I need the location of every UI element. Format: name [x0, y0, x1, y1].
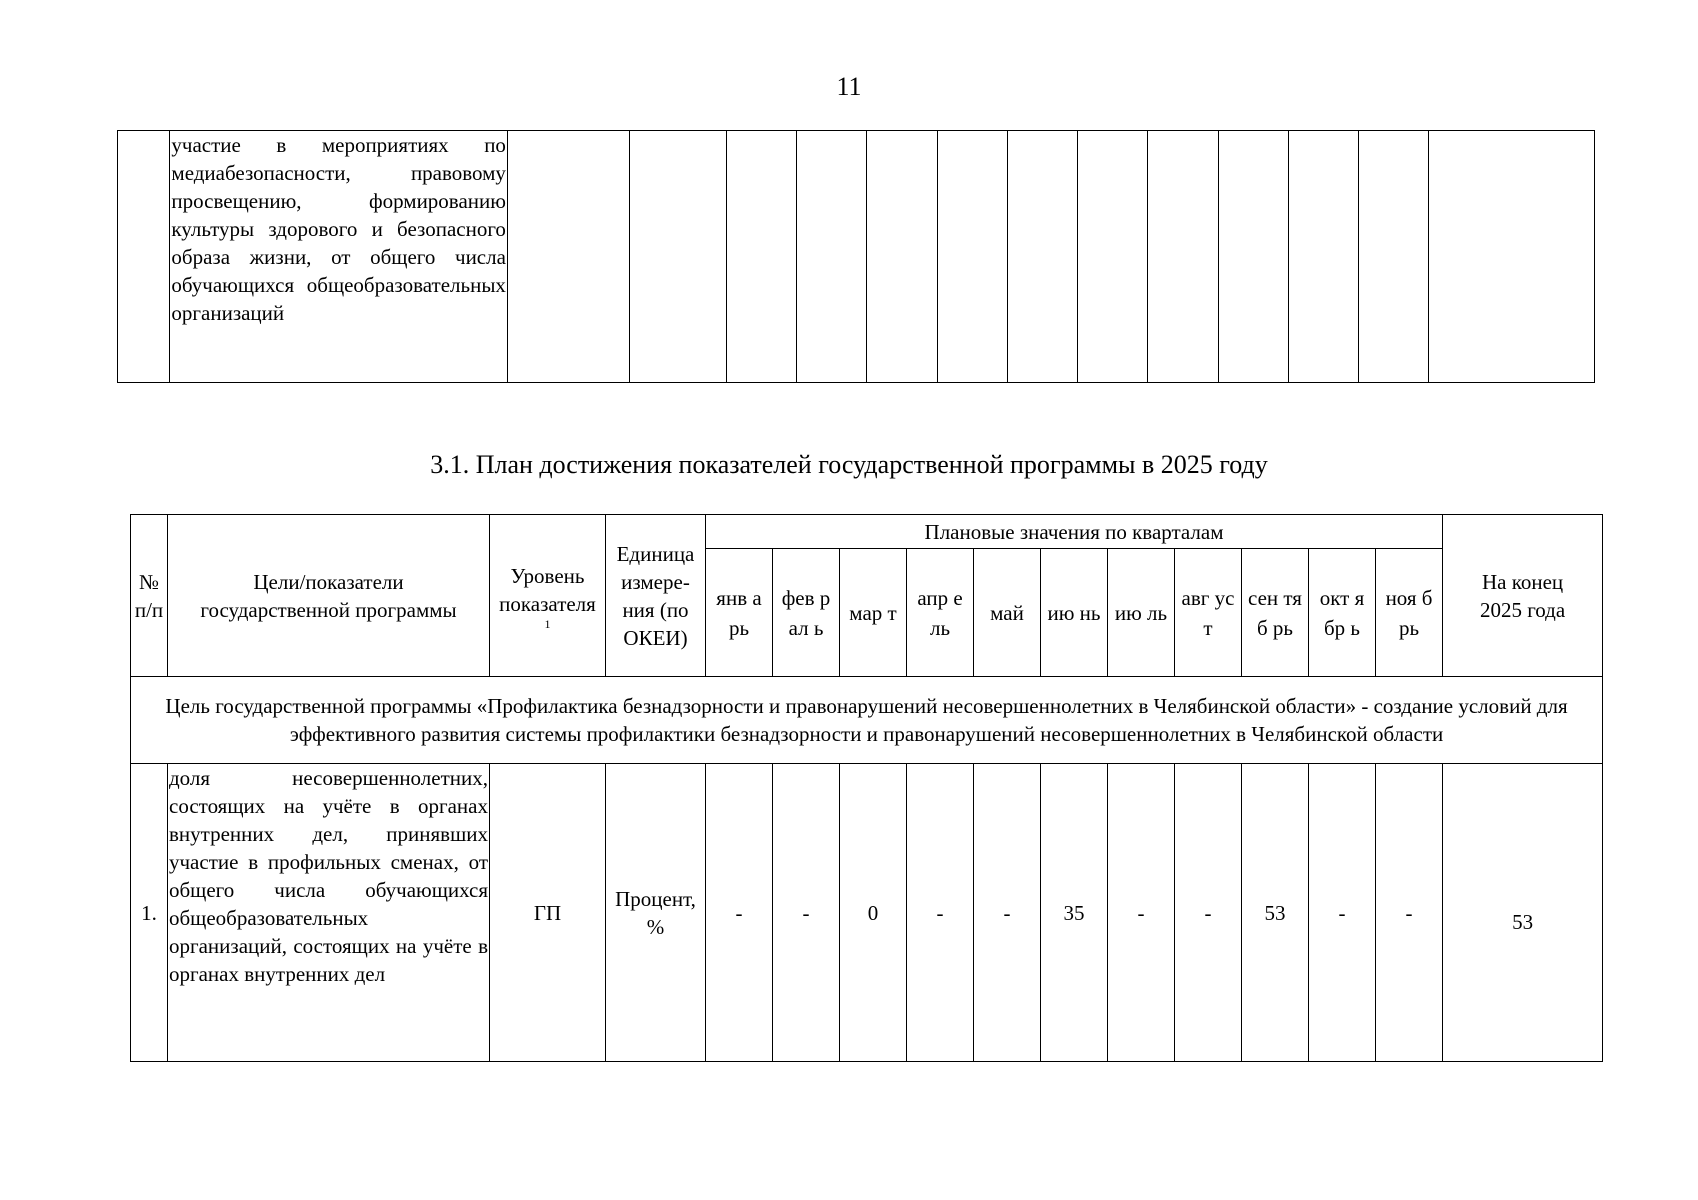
- header-month-jun: ию нь: [1041, 549, 1108, 677]
- row-value-feb: -: [773, 764, 840, 1062]
- header-month-feb: фев рал ь: [773, 549, 840, 677]
- header-month-jul: ию ль: [1108, 549, 1175, 677]
- plan-table: [130, 514, 1603, 1062]
- header-month-aug: авг уст: [1175, 549, 1242, 677]
- row-level: ГП: [490, 764, 606, 1062]
- cont-empty-cell: [1288, 131, 1358, 383]
- cont-empty-cell: [727, 131, 797, 383]
- row-value-jun: 35: [1041, 764, 1108, 1062]
- cont-indicator-text: участие в мероприятиях по медиабезопасности, правовому просвещению, формированию культуры здорового и безопасного образа жизни, от общего числа обучающихся общеобразовательных организаций: [170, 131, 508, 383]
- header-month-nov: ноя брь: [1376, 549, 1443, 677]
- continuation-row: [118, 131, 1595, 383]
- row-value-apr: -: [907, 764, 974, 1062]
- cont-empty-cell: [507, 131, 629, 383]
- table-row: [131, 764, 1603, 1062]
- header-row-group: [131, 515, 1603, 549]
- cont-empty-cell: [1218, 131, 1288, 383]
- cont-num-cell: [118, 131, 170, 383]
- row-indicator: доля несовершеннолетних, состоящих на учёте в органах внутренних дел, принявших участие в профильных сменах, от общего числа обучающихся общеобразовательных организаций, состоящих на учёте в органах внутренних дел: [168, 764, 490, 1062]
- header-num: № п/п: [131, 515, 168, 677]
- section-title: 3.1. План достижения показателей государственной программы в 2025 году: [430, 450, 1268, 479]
- cont-empty-cell: [1358, 131, 1428, 383]
- header-month-sep: сен тяб рь: [1242, 549, 1309, 677]
- header-month-jan: янв арь: [706, 549, 773, 677]
- header-level-text: Уровень показателя: [499, 563, 596, 616]
- row-value-jul: -: [1108, 764, 1175, 1062]
- cont-empty-cell: [797, 131, 867, 383]
- header-month-oct: окт ябр ь: [1309, 549, 1376, 677]
- row-value-sep: 53: [1242, 764, 1309, 1062]
- header-quarter-group: Плановые значения по кварталам: [706, 515, 1443, 549]
- cont-empty-cell: [1429, 131, 1595, 383]
- row-value-oct: -: [1309, 764, 1376, 1062]
- row-end-value: 53: [1443, 764, 1603, 1062]
- header-month-mar: мар т: [840, 549, 907, 677]
- row-value-mar: 0: [840, 764, 907, 1062]
- goal-text: Цель государственной программы «Профилактика безнадзорности и правонарушений несовершеннолетних в Челябинской области» - создание условий для эффективного развития системы профилактики безнадзорности и правонарушений несовершеннолетних в Челябинской области: [131, 677, 1603, 764]
- header-end: На конец 2025 года: [1443, 515, 1603, 677]
- cont-empty-cell: [1148, 131, 1218, 383]
- row-value-may: -: [974, 764, 1041, 1062]
- row-value-nov: -: [1376, 764, 1443, 1062]
- goal-row: [131, 677, 1603, 764]
- row-value-aug: -: [1175, 764, 1242, 1062]
- cont-empty-cell: [937, 131, 1007, 383]
- cont-empty-cell: [629, 131, 726, 383]
- header-month-may: май: [974, 549, 1041, 677]
- header-goal: Цели/показатели государственной программы: [168, 515, 490, 677]
- row-num: 1.: [131, 764, 168, 1062]
- cont-empty-cell: [1078, 131, 1148, 383]
- header-level-footnote: 1: [544, 616, 551, 631]
- row-unit: Процент, %: [606, 764, 706, 1062]
- cont-empty-cell: [1007, 131, 1077, 383]
- header-unit: Единица измере-ния (по ОКЕИ): [606, 515, 706, 677]
- cont-empty-cell: [867, 131, 937, 383]
- header-month-apr: апр ель: [907, 549, 974, 677]
- continuation-table: [117, 130, 1595, 383]
- page-number: 11: [836, 72, 862, 101]
- row-value-jan: -: [706, 764, 773, 1062]
- header-level: [490, 515, 606, 677]
